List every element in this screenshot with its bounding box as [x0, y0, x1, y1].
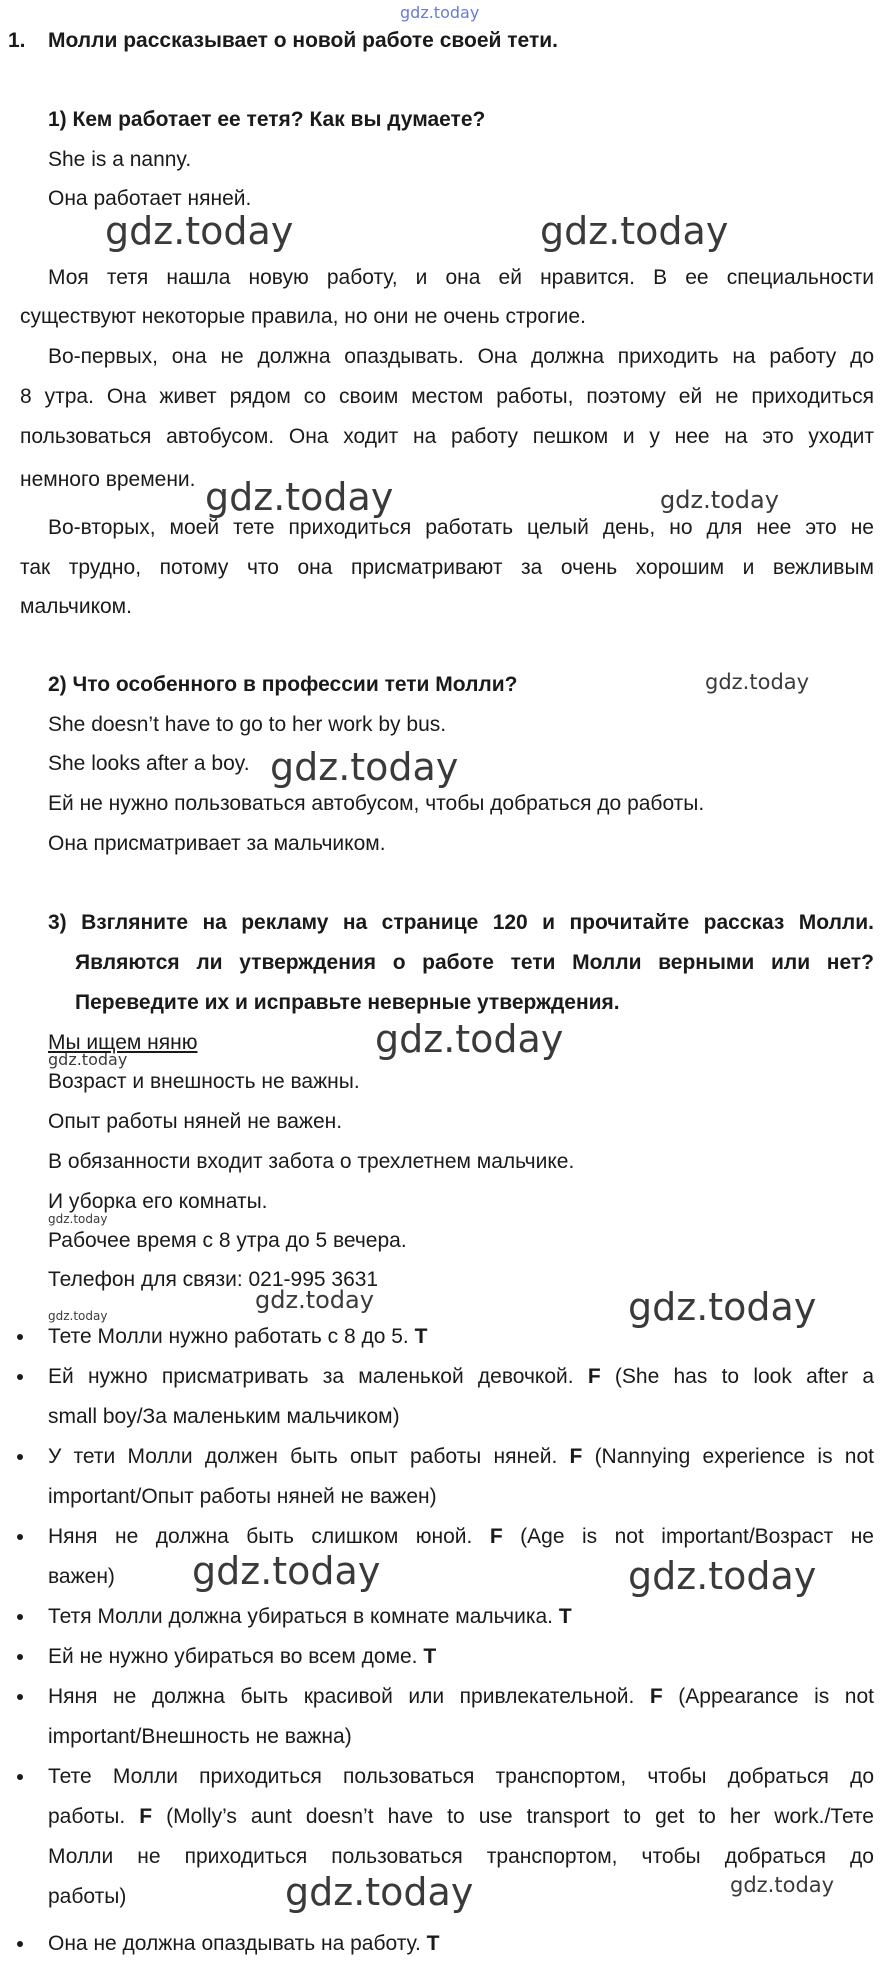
ad-line: И уборка его комнаты.	[48, 1190, 268, 1213]
verdict: F	[649, 1685, 663, 1708]
q2-line: She doesn’t have to go to her work by bus.	[48, 713, 447, 736]
watermark: gdz.today	[705, 670, 810, 694]
watermark-top: gdz.today	[400, 3, 480, 22]
statement: Няня не должна быть красивой или привлекательной. F (Appearance is not	[48, 1685, 874, 1708]
statement-cont: работы. F (Molly’s aunt doesn’t have to use transport to get to her work./Тете	[48, 1805, 874, 1828]
q2-line: She looks after a boy.	[48, 752, 250, 775]
watermark: gdz.today	[375, 1017, 564, 1061]
statement-cont: важен)	[48, 1565, 115, 1588]
watermark: gdz.today	[105, 209, 294, 253]
q2-line: Ей не нужно пользоваться автобусом, чтобы добраться до работы.	[48, 792, 705, 815]
q3-heading: 3) Взгляните на рекламу на странице 120 и прочитайте рассказ Молли.	[48, 911, 874, 934]
watermark: gdz.today	[270, 745, 459, 789]
verdict: F	[139, 1805, 153, 1828]
statement-cont: работы)	[48, 1885, 127, 1908]
q1-text-line: Во-вторых, моей тете приходиться работать целый день, но для нее это не	[48, 516, 874, 539]
watermark: gdz.today	[255, 1286, 374, 1314]
bullet	[17, 1774, 23, 1780]
task-number: 1.	[8, 29, 26, 52]
statement: Тетя Молли должна убираться в комнате мальчика. T	[48, 1605, 572, 1628]
statement: Ей не нужно убираться во всем доме. T	[48, 1645, 437, 1668]
q1-text-line: существуют некоторые правила, но они не очень строгие.	[20, 305, 586, 328]
q2-heading: 2) Что особенного в профессии тети Молли?	[48, 673, 518, 696]
statement: Тете Молли приходиться пользоваться транспортом, чтобы добраться до	[48, 1765, 874, 1788]
watermark: gdz.today	[660, 486, 779, 514]
statement-cont: important/Опыт работы няней не важен)	[48, 1485, 437, 1508]
q1-text-line: пользоваться автобусом. Она ходит на работу пешком и у нее на это уходит	[20, 425, 874, 448]
q3-heading: Являются ли утверждения о работе тети Молли верными или нет?	[75, 951, 874, 974]
statement: У тети Молли должен быть опыт работы няней. F (Nannying experience is not	[48, 1445, 874, 1468]
q3-heading: Переведите их и исправьте неверные утверждения.	[75, 991, 620, 1014]
watermark: gdz.today	[205, 475, 394, 519]
q1-text-line: Моя тетя нашла новую работу, и она ей нравится. В ее специальности	[48, 266, 874, 289]
statement-cont: important/Внешность не важна)	[48, 1725, 352, 1748]
q1-text-line: Во-первых, она не должна опаздывать. Она должна приходить на работу до	[48, 345, 874, 368]
verdict: F	[569, 1445, 583, 1468]
q1-text-line: мальчиком.	[20, 595, 132, 618]
verdict: T	[423, 1645, 437, 1668]
bullet	[17, 1614, 23, 1620]
watermark: gdz.today	[48, 1309, 108, 1323]
q1-text-line: 8 утра. Она живет рядом со своим местом работы, поэтому ей не приходиться	[20, 385, 874, 408]
statement-cont: Молли не приходиться пользоваться транспортом, чтобы добраться до	[48, 1845, 874, 1868]
statement-cont: small boy/За маленьким мальчиком)	[48, 1405, 400, 1428]
statement: Няня не должна быть слишком юной. F (Age is not important/Возраст не	[48, 1525, 874, 1548]
q1-heading: 1) Кем работает ее тетя? Как вы думаете?	[48, 108, 486, 131]
verdict: T	[414, 1325, 428, 1348]
ad-line: В обязанности входит забота о трехлетнем мальчике.	[48, 1150, 575, 1173]
verdict: T	[426, 1932, 440, 1955]
verdict: T	[558, 1605, 572, 1628]
watermark: gdz.today	[730, 1873, 835, 1897]
task-title: Молли рассказывает о новой работе своей тети.	[48, 29, 558, 52]
ad-line: Рабочее время с 8 утра до 5 вечера.	[48, 1229, 407, 1252]
q2-line: Она присматривает за мальчиком.	[48, 832, 386, 855]
statement: Ей нужно присматривать за маленькой девочкой. F (She has to look after a	[48, 1365, 874, 1388]
watermark: gdz.today	[628, 1554, 817, 1598]
watermark: gdz.today	[285, 1870, 474, 1914]
q1-answer-en: She is a nanny.	[48, 148, 192, 171]
statement: Тете Молли нужно работать с 8 до 5. T	[48, 1325, 428, 1348]
watermark: gdz.today	[48, 1050, 128, 1069]
bullet	[17, 1941, 23, 1947]
verdict: F	[489, 1525, 503, 1548]
q1-text-line: так трудно, потому что она присматривают за очень хорошим и вежливым	[20, 556, 874, 579]
q1-text-line: немного времени.	[20, 468, 196, 491]
ad-title: Мы ищем няню	[48, 1031, 198, 1054]
bullet	[17, 1654, 23, 1660]
bullet	[17, 1334, 23, 1340]
bullet	[17, 1534, 23, 1540]
watermark: gdz.today	[628, 1285, 817, 1329]
watermark: gdz.today	[192, 1549, 381, 1593]
ad-line: Опыт работы няней не важен.	[48, 1110, 343, 1133]
bullet	[17, 1374, 23, 1380]
ad-line: Возраст и внешность не важны.	[48, 1070, 360, 1093]
bullet	[17, 1694, 23, 1700]
watermark: gdz.today	[540, 209, 729, 253]
q1-answer-ru: Она работает няней.	[48, 187, 252, 210]
ad-line: Телефон для связи: 021-995 3631	[48, 1268, 379, 1291]
bullet	[17, 1454, 23, 1460]
verdict: F	[587, 1365, 601, 1388]
watermark: gdz.today	[48, 1212, 108, 1226]
statement: Она не должна опаздывать на работу. T	[48, 1932, 440, 1955]
